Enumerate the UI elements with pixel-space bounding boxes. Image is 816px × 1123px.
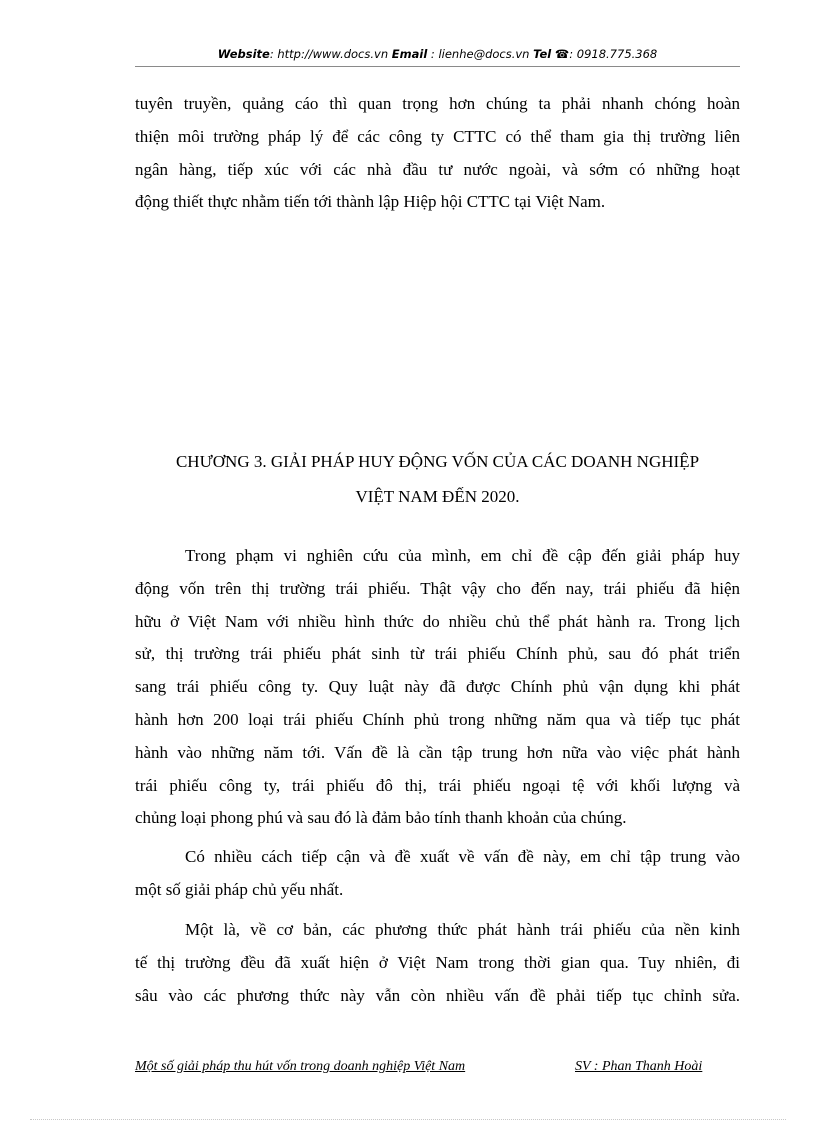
website-label: Website — [217, 47, 270, 61]
tel-value: : 0918.775.368 — [569, 47, 658, 61]
footer-student-name: SV : Phan Thanh Hoài — [575, 1059, 703, 1074]
phone-icon: ☎ — [554, 47, 570, 61]
chapter-heading — [135, 444, 740, 514]
email-value: : lienhe@docs.vn — [430, 47, 530, 61]
page-bottom-border — [30, 1119, 786, 1120]
footer-document-title: Một số giải pháp thu hút vốn trong doanh nghiệp Việt Nam — [135, 1059, 466, 1074]
paragraph-line: tế thị trường đều đã xuất hiện ở Việt Nam trong thời gian qua. Tuy nhiên, đi — [135, 952, 740, 972]
website-value: : http://www.docs.vn — [269, 47, 389, 61]
paragraph-line: trái phiếu công ty, trái phiếu đô thị, trái phiếu ngoại tệ với khối lượng và — [135, 775, 740, 795]
page-footer — [135, 1059, 740, 1079]
paragraph-line: một số giải pháp chủ yếu nhất. — [135, 879, 344, 899]
paragraph-approaches — [135, 841, 740, 907]
intro-line: thiện môi trường pháp lý để các công ty CTTC có thể tham gia thị trường liên — [135, 126, 740, 146]
chapter-title-line-2: VIỆT NAM ĐẾN 2020. — [355, 487, 520, 506]
paragraph-line: Một là, về cơ bản, các phương thức phát hành trái phiếu của nền kinh — [185, 920, 740, 939]
paragraph-line: sử, thị trường trái phiếu phát sinh từ trái phiếu Chính phủ, sau đó phát triển — [135, 644, 740, 664]
paragraph-line: sang trái phiếu công ty. Quy luật này đã được Chính phủ vận dụng khi phát — [135, 677, 740, 697]
paragraph-line: hành vào những năm tới. Vấn đề là cần tập trung hơn nữa vào việc phát hành — [135, 742, 740, 762]
paragraph-line: hữu ở Việt Nam với nhiều hình thức do nhiều chủ thể phát hành ra. Trong lịch — [135, 611, 740, 631]
intro-paragraph — [135, 88, 740, 219]
paragraph-line: Có nhiều cách tiếp cận và đề xuất về vấn đề này, em chỉ tập trung vào — [185, 847, 740, 866]
header-divider — [135, 66, 740, 67]
paragraph-line: động vốn trên thị trường trái phiếu. Thật vậy cho đến nay, trái phiếu đã hiện — [135, 578, 740, 598]
page-header — [135, 47, 740, 61]
paragraph-line: Trong phạm vi nghiên cứu của mình, em chỉ đề cập đến giải pháp huy — [185, 546, 740, 565]
paragraph-line: chủng loại phong phú và sau đó là đảm bảo tính thanh khoản của chúng. — [135, 808, 627, 828]
paragraph-bond-scope — [135, 540, 740, 835]
email-label: Email — [391, 47, 428, 61]
paragraph-line: hành hơn 200 loại trái phiếu Chính phủ trong những năm qua và tiếp tục phát — [135, 709, 740, 729]
tel-label: Tel — [533, 47, 552, 61]
intro-line: tuyên truyền, quảng cáo thì quan trọng hơn chúng ta phải nhanh chóng hoàn — [135, 94, 740, 113]
paragraph-first-solution — [135, 914, 740, 1012]
intro-line: ngân hàng, tiếp xúc với các nhà đầu tư nước ngoài, và sớm có những hoạt — [135, 159, 740, 179]
intro-line: động thiết thực nhằm tiến tới thành lập Hiệp hội CTTC tại Việt Nam. — [135, 192, 606, 212]
chapter-title-line-1: CHƯƠNG 3. GIẢI PHÁP HUY ĐỘNG VỐN CỦA CÁC DOANH NGHIỆP — [175, 452, 700, 471]
paragraph-line: sâu vào các phương thức này vẫn còn nhiều vấn đề phải tiếp tục chỉnh sửa. — [135, 985, 740, 1005]
